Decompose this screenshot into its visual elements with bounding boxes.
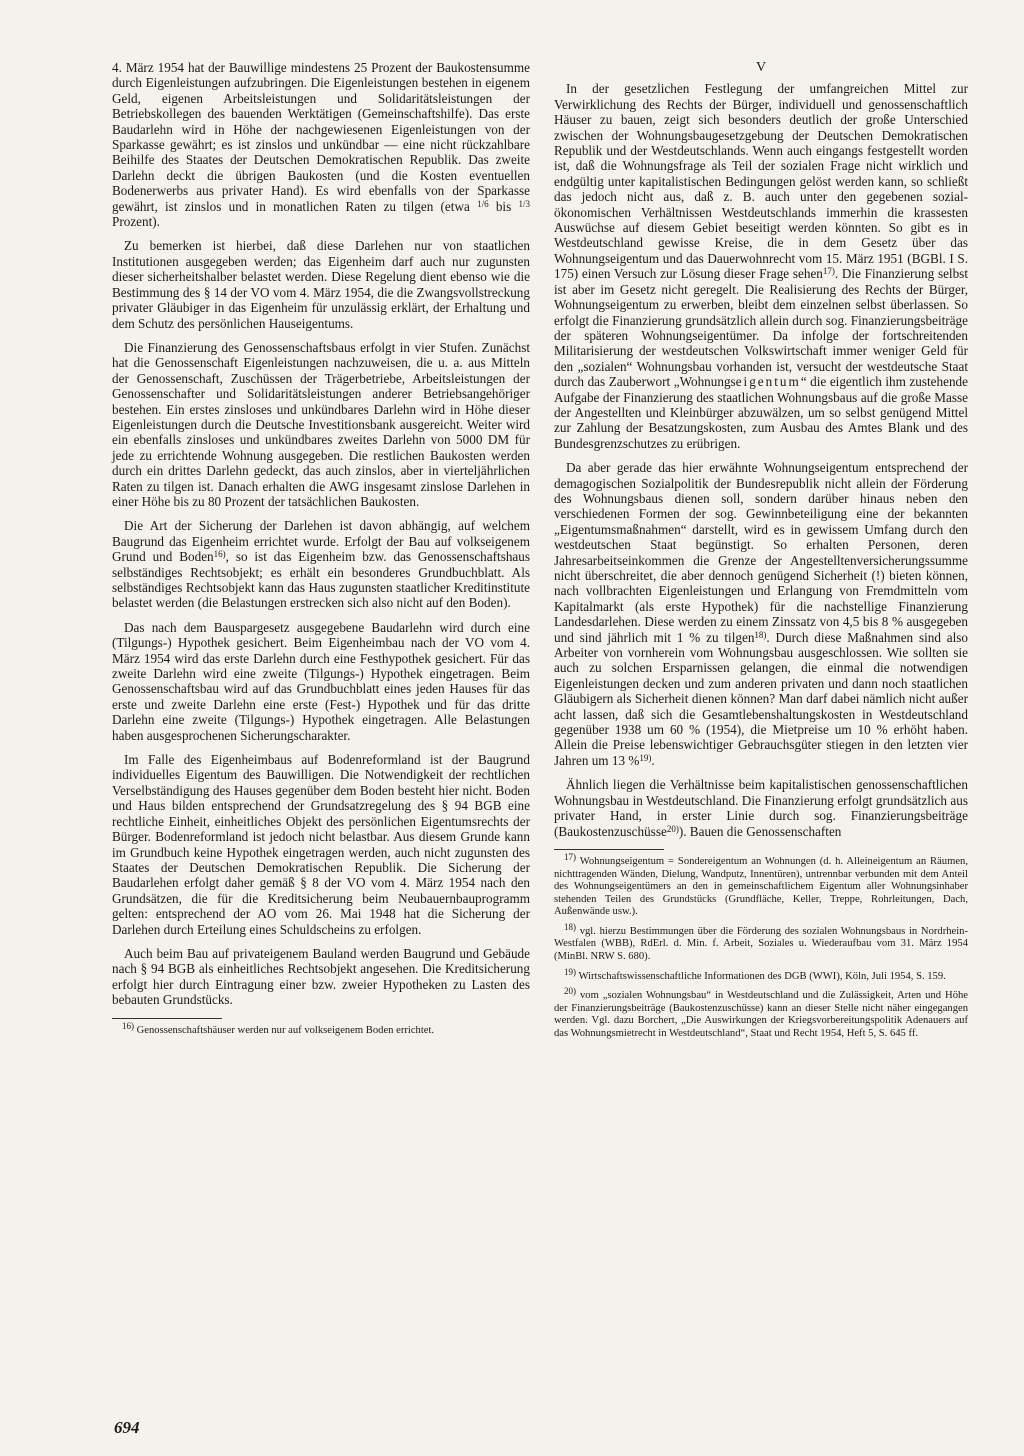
footnote-ref: 18) xyxy=(754,629,767,640)
paragraph: Das nach dem Bauspargesetz ausgegebene Baudarlehn wird durch eine (Tilgungs-) Hypothek gesichert. Beim Eigenheimbau nach der VO vom 4. März 1954 wird das erste Darlehn durch eine Festhypothek gesichert. Für das zweite Darlehn wird eine zweite (Tilgungs-) Hypothek eingetragen. Beim Genossenschaftsbau wird auf das Grundbuchblatt eines jeden Hauses für das erste und zweite Darlehn eine erste (Fest-) Hypothek und für das dritte Darlehn eine zweite (Tilgungs-) Hypothek eingetragen. Alle Belastungen haben ausgesprochenen Sicherungscharakter. xyxy=(112,619,530,743)
footnote-ref: 19) xyxy=(639,752,652,763)
paragraph: In der gesetzlichen Festlegung der umfangreichen Mittel zur Verwirklichung des Rechts der Bürger, individuell und genossenschaftlich Häuser zu bauen, zeigt sich besonders deutlich der große Unterschied zwischen der Wohnungsbaugesetzgebung der Deutschen Demokratischen Republik und der Westdeutschlands. Wenn auch eingangs festgestellt worden ist, daß die Wohnungsfrage als Teil der sozialen Frage nicht wirklich und endgültig unter kapitalistischen Bedingungen gelöst werden kann, so schließt das jedoch nicht aus, daß z. B. auch unter den gegebenen sozial-ökonomischen Verhältnissen Westdeutschlands immerhin die krassesten Auswüchse auf diesem Gebiet beseitigt werden könnten. So gibt es in Westdeutschland gewisse Kreise, die in dem Gesetz über das Wohnungseigentum und das Dauerwohnrecht vom 15. März 1951 (BGBl. I S. 175) einen Versuch zur Lösung dieser Frage sehen$^{17)}$. Die Finanzierung selbst ist aber im Gesetz nicht geregelt. Die Realisierung des Rechts der Bürger, Wohnungseigentum zu erwerben, bleibt dem einzelnen selbst überlassen. So erfolgt die Finanzierung grundsätzlich allein durch sog. Finanzierungsbeiträge der späteren Wohnungseigentümer. Da infolge der fortschreitenden Militarisierung der westdeutschen Volkswirtschaft immer weniger Geld für den „sozialen“ Wohnungsbau vorhanden ist, versucht der westdeutsche Staat durch das Zauberwort „Wohnungseigentum“ die eigentlich ihm zustehende Aufgabe der Finanzierung des staatlichen Wohnungsbaus auf die große Masse der Angestellten und Kleinbürger abzuwälzen, um so selbst genügend Mittel zur Zahlung der Besatzungskosten, zum Ausbau des Amtes Blank und des Bundesgrenzschutzes zu erübrigen. xyxy=(554,81,968,451)
paragraph: 4. März 1954 hat der Bauwillige mindestens 25 Prozent der Baukostensumme durch Eigenleistungen aufzubringen. Die Eigenleistungen bestehen in eigenem Geld, eigenen Arbeitsleistungen und Solidaritätsleistungen der Betriebskollegen des bauenden Werktätigen (Gemeinschaftshilfe). Das erste Baudarlehn wird in Höhe der nachgewiesenen Eigenleistungen von der Sparkasse gewährt; es ist zinslos und unkündbar — eine nicht rückzahlbare Beihilfe des Staates der Deutschen Demokratischen Republik. Das zweite Darlehn deckt die übrigen Baukosten (und die Kosten eventuellen Bodenerwerbs aus privater Hand). Es wird ebenfalls von der Sparkasse gewährt, ist zinslos und in monatlichen Raten zu tilgen (etwa $^{1/6}$ bis $^{1/3}$ Prozent). xyxy=(112,60,530,230)
paragraph: Die Finanzierung des Genossenschaftsbaus erfolgt in vier Stufen. Zunächst hat die Genossenschaft Eigenleistungen nachzuweisen, die u. a. aus Mitteln der Genossenschaft, Zuschüssen der Trägerbetriebe, Arbeitsleistungen der Genossenschafter und Solidaritätsleistungen anderer Betriebsangehöriger bestehen. Ein erstes zinsloses und unkündbares Darlehn wird in Höhe dieser Eigenleistungen durch die Deutsche Investitionsbank ausgereicht. Weiter wird ein ebenfalls zinsloses und unkündbares zweites Darlehn von 5000 DM für jede zu errichtende Wohnung ausgegeben. Die restlichen Baukosten werden durch ein drittes Darlehn gedeckt, das auch zinslos, aber in vierteljährlichen Raten zu tilgen ist. Danach erhalten die AWG insgesamt zinslose Darlehen in einer Höhe bis zu 80 Prozent der tatsächlichen Baukosten. xyxy=(112,339,530,509)
footnote: $^{20)}$ vom „sozialen Wohnungsbau“ in Westdeutschland und die Zulässigkeit, Arten und Höhe der Finanzierungsbeiträge (Baukostenzuschüsse) kann an dieser Stelle nicht näher eingegangen werden. Vgl. dazu Borchert, „Die Auswirkungen der Kriegsvorbereitungspolitik Adenauers auf das Wohnungsmietrecht in Westdeutschland“, Staat und Recht 1954, Heft 5, S. 645 ff. xyxy=(554,986,968,1040)
footnotes xyxy=(554,851,968,1041)
footnotes xyxy=(112,1020,530,1038)
paragraph: Die Art der Sicherung der Darlehen ist davon abhängig, auf welchem Baugrund das Eigenheim errichtet wurde. Erfolgt der Bau auf volkseigenem Grund und Boden$^{16)}$, so ist das Eigenheim bzw. das Genossenschaftshaus selbständiges Rechtsobjekt; es erhält ein besonderes Grundbuchblatt. Als selbständiges Rechtsobjekt kann das Haus zugunsten staatlicher Kreditinstitute belastet werden (die Belastungen erstrecken sich also nicht auf den Boden). xyxy=(112,518,530,611)
footnote-ref: 16) xyxy=(213,549,226,560)
footnote-divider xyxy=(554,849,664,850)
paragraph: Im Falle des Eigenheimbaus auf Bodenreformland ist der Baugrund individuelles Eigentum des Bauwilligen. Die Notwendigkeit der rechtlichen Verselbständigung des Hauses gegenüber dem Boden besteht hier nicht. Boden und Haus bilden entsprechend der Grundsatzregelung des § 94 BGB eine rechtliche Einheit, einheitliches Objekt des persönlichen Eigentumsrechts der Bürger. Bodenreformland ist jedoch nicht belastbar. Aus diesem Grunde kann im Grundbuch keine Hypothek eingetragen werden, auch nicht zugunsten des Staates der Deutschen Demokratischen Republik. Die Sicherung der Baudarlehen erfolgt daher gemäß § 8 der VO vom 4. März 1954 nach den Grundsätzen, die für die Kreditsicherung beim Neubauernbauprogramm gelten: entsprechend der AO vom 26. Mai 1948 hat die Sicherung der Darlehen durch Erteilung eines Schuldscheins zu erfolgen. xyxy=(112,752,530,937)
footnote: $^{16)}$ Genossenschaftshäuser werden nur auf volkseigenem Boden errichtet. xyxy=(122,1020,435,1036)
paragraph: Zu bemerken ist hierbei, daß diese Darlehen nur von staatlichen Institutionen ausgegeben werden; das Eigenheim darf auch nur zugunsten dieser sicherheitshalber belastet werden. Diese Regelung dient ebenso wie die Bestimmung des § 14 der VO vom 4. März 1954, die die Zwangsvollstreckung privater Gläubiger in das Eigenheim für unzulässig erklärt, der Erhaltung und dem Schutz des persönlichen Hauseigentums. xyxy=(112,238,530,331)
paragraph: Auch beim Bau auf privateigenem Bauland werden Baugrund und Gebäude nach § 94 BGB als einheitliches Rechtsobjekt angesehen. Die Kreditsicherung erfolgt hier durch Eintragung einer bzw. zweier Hypotheken zu Lasten des bebauten Grundstücks. xyxy=(112,945,530,1008)
footnote: $^{18)}$ vgl. hierzu Bestimmungen über die Förderung des sozialen Wohnungsbaus in Nordrhein-Westfalen (WBB), RdErl. d. Min. f. Arbeit, Soziales u. Wiederaufbau vom 31. März 1954 (MinBl. NRW S. 680). xyxy=(554,921,968,963)
footnote: $^{17)}$ Wohnungseigentum = Sondereigentum an Wohnungen (d. h. Alleineigentum an Räumen, nichttragenden Wänden, Dielung, Wandputz, Innentüren), untrennbar verbunden mit dem Anteil des Wohnungseigentümers an den in gemeinschaftlichem Eigentum aller Wohnungsinhaber stehenden Teilen des Grundstücks (Grundfläche, Keller, Treppe, Rohrleitungen, Dach, Außenwände usw.). xyxy=(554,851,968,918)
footnote: $^{19)}$ Wirtschaftswissenschaftliche Informationen des DGB (WWI), Köln, Juli 1954, S. 159. xyxy=(564,966,946,982)
footnote-ref: 17) xyxy=(822,266,835,277)
left-column xyxy=(112,60,530,1044)
paragraph: Da aber gerade das hier erwähnte Wohnungseigentum entsprechend der demagogischen Sozialpolitik der Bundesrepublik nicht allein der Förderung des Wohnungsbaus dienen soll, sondern darüber hinaus neben den verschiedenen Formen der sog. Gewinnbeteiligung eine der bekannten „Eigentumsmaßnahmen“ darstellt, wird es in gewissem Umfang durch den westdeutschen Staat begünstigt. So erhalten Personen, deren Jahresarbeitseinkommen die Grenze der Angestelltenversicherungssumme nicht überschreitet, die aber dennoch genügend Sicherheit (!) bieten können, nach vollbrachten Eigenleistungen und Erlangung von Fremdmitteln vom Kapitalmarkt (als erste Hypothek) für die nachstellige Finanzierung Landesdarlehen. Diese werden zu einem Zinssatz von 4,5 bis 8 % ausgegeben und sind jährlich mit 1 % zu tilgen$^{18)}$. Durch diese Maßnahmen sind also Arbeiter von vornherein vom Wohnungsbau ausgeschlossen. Wie sollten sie auch zu solchen Ersparnissen gelangen, die einmal die notwendigen Eigenleistungen decken und zum anderen privaten und dann noch staatlichen Gläubigern als Sicherheit dienen können? Man darf dabei nämlich nicht außer acht lassen, daß sich die Gesamtlebenshaltungskosten in Westdeutschland gegenüber 1938 um 60 % (1954), die Mietpreise um 10 % erhöht haben. Allein die Preise lebenswichtiger Gebrauchsgüter stiegen in den letzten vier Jahren um 13 %$^{19)}$. xyxy=(554,460,969,768)
paragraph: Ähnlich liegen die Verhältnisse beim kapitalistischen genossenschaftlichen Wohnungsbau in Westdeutschland. Die Finanzierung erfolgt grundsätzlich aus privater Hand, in erster Linie durch sog. Finanzierungsbeiträge (Baukostenzuschüsse$^{20)}$). Bauen die Genossenschaften xyxy=(554,777,968,839)
right-column xyxy=(554,60,968,1048)
footnote-ref: 20) xyxy=(666,823,679,834)
section-heading: V xyxy=(755,60,767,75)
footnote-divider xyxy=(112,1018,222,1019)
page-number: 694 xyxy=(114,1418,140,1437)
